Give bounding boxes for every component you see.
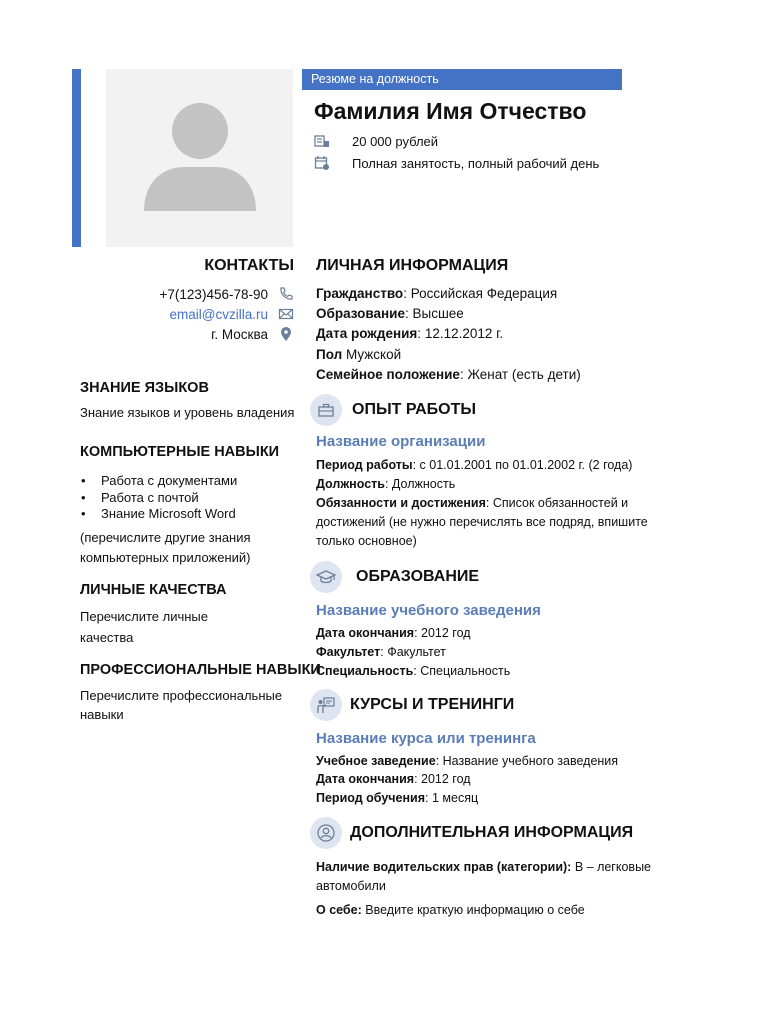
additional-about: О себе: Введите краткую информацию о себе xyxy=(316,903,585,917)
experience-title: ОПЫТ РАБОТЫ xyxy=(352,401,477,418)
contacts-title: КОНТАКТЫ xyxy=(204,257,294,274)
languages-text: Знание языков и уровень владения xyxy=(80,405,295,420)
employment-row xyxy=(314,155,599,171)
salary-value: 20 000 рублей xyxy=(352,133,439,149)
courses-row: Дата окончания: 2012 год xyxy=(316,772,471,786)
additional-heading xyxy=(310,817,633,849)
computer-skills-note: (перечислите другие знания компьютерных приложений) xyxy=(80,530,251,565)
location-pin-icon xyxy=(278,326,294,342)
professional-skills-text: Перечислите профессиональные навыки xyxy=(80,688,283,722)
education-row: Специальность: Специальность xyxy=(316,664,511,678)
info-row: Пол Мужской xyxy=(316,347,402,362)
phone-value: +7(123)456-78-90 xyxy=(159,286,268,302)
experience-duties: Обязанности и достижения: Список обязанностей и достижений (не нужно перечислять все подряд, впишите только основное) xyxy=(316,496,648,548)
experience-period: Период работы: с 01.01.2001 по 01.01.2002 г. (2 года) xyxy=(316,458,633,472)
personal-qualities-title: ЛИЧНЫЕ КАЧЕСТВА xyxy=(80,582,227,598)
graduation-cap-icon xyxy=(316,567,336,587)
education-org: Название учебного заведения xyxy=(316,602,541,619)
education-heading xyxy=(310,561,479,593)
experience-org: Название организации xyxy=(316,433,486,450)
briefcase-icon xyxy=(316,400,336,420)
avatar-placeholder xyxy=(106,69,293,247)
education-title: ОБРАЗОВАНИЕ xyxy=(356,568,480,585)
computer-skills-title: КОМПЬЮТЕРНЫЕ НАВЫКИ xyxy=(80,444,280,460)
calendar-icon xyxy=(314,155,330,171)
email-link[interactable]: email@cvzilla.ru xyxy=(169,306,268,322)
position-label: Резюме на должность xyxy=(302,69,622,90)
full-name: Фамилия Имя Отчество xyxy=(314,98,587,124)
additional-license: Наличие водительских прав (категории): B – легковые автомобили xyxy=(316,860,652,893)
salary-row xyxy=(314,133,438,149)
courses-row: Период обучения: 1 месяц xyxy=(316,791,479,805)
email-row[interactable] xyxy=(170,306,294,322)
presentation-icon xyxy=(316,695,336,715)
courses-heading xyxy=(310,689,514,721)
money-icon xyxy=(314,133,330,149)
experience-role: Должность: Должность xyxy=(316,477,456,491)
additional-title: ДОПОЛНИТЕЛЬНАЯ ИНФОРМАЦИЯ xyxy=(350,824,634,841)
courses-org: Название курса или тренинга xyxy=(316,730,536,747)
list-item: • Работа с документами xyxy=(80,473,237,490)
city-value: г. Москва xyxy=(211,326,268,342)
phone-row xyxy=(160,286,294,302)
personal-info-title: ЛИЧНАЯ ИНФОРМАЦИЯ xyxy=(316,257,509,274)
courses-title: КУРСЫ И ТРЕНИНГИ xyxy=(350,696,515,713)
courses-row: Учебное заведение: Название учебного заведения xyxy=(316,754,619,768)
languages-title: ЗНАНИЕ ЯЗЫКОВ xyxy=(80,380,209,396)
info-row: Образование: Высшее xyxy=(316,306,464,321)
mail-icon xyxy=(278,306,294,322)
professional-skills-title: ПРОФЕССИОНАЛЬНЫЕ НАВЫКИ xyxy=(80,662,321,678)
employment-value: Полная занятость, полный рабочий день xyxy=(352,155,600,171)
list-item: • Работа с почтой xyxy=(80,490,237,507)
education-row: Факультет: Факультет xyxy=(316,645,446,659)
city-row xyxy=(211,326,294,342)
experience-heading xyxy=(310,394,476,426)
person-icon xyxy=(144,103,256,213)
phone-icon xyxy=(278,286,294,302)
list-item: • Знание Microsoft Word xyxy=(80,506,237,523)
info-row: Гражданство: Российская Федерация xyxy=(316,286,558,301)
user-circle-icon xyxy=(316,823,336,843)
info-row: Дата рождения: 12.12.2012 г. xyxy=(316,326,504,341)
computer-skills-list xyxy=(80,473,237,523)
info-row: Семейное положение: Женат (есть дети) xyxy=(316,367,581,382)
personal-qualities-text: Перечислите личные качества xyxy=(80,609,209,645)
education-row: Дата окончания: 2012 год xyxy=(316,626,471,640)
accent-bar xyxy=(72,69,81,247)
